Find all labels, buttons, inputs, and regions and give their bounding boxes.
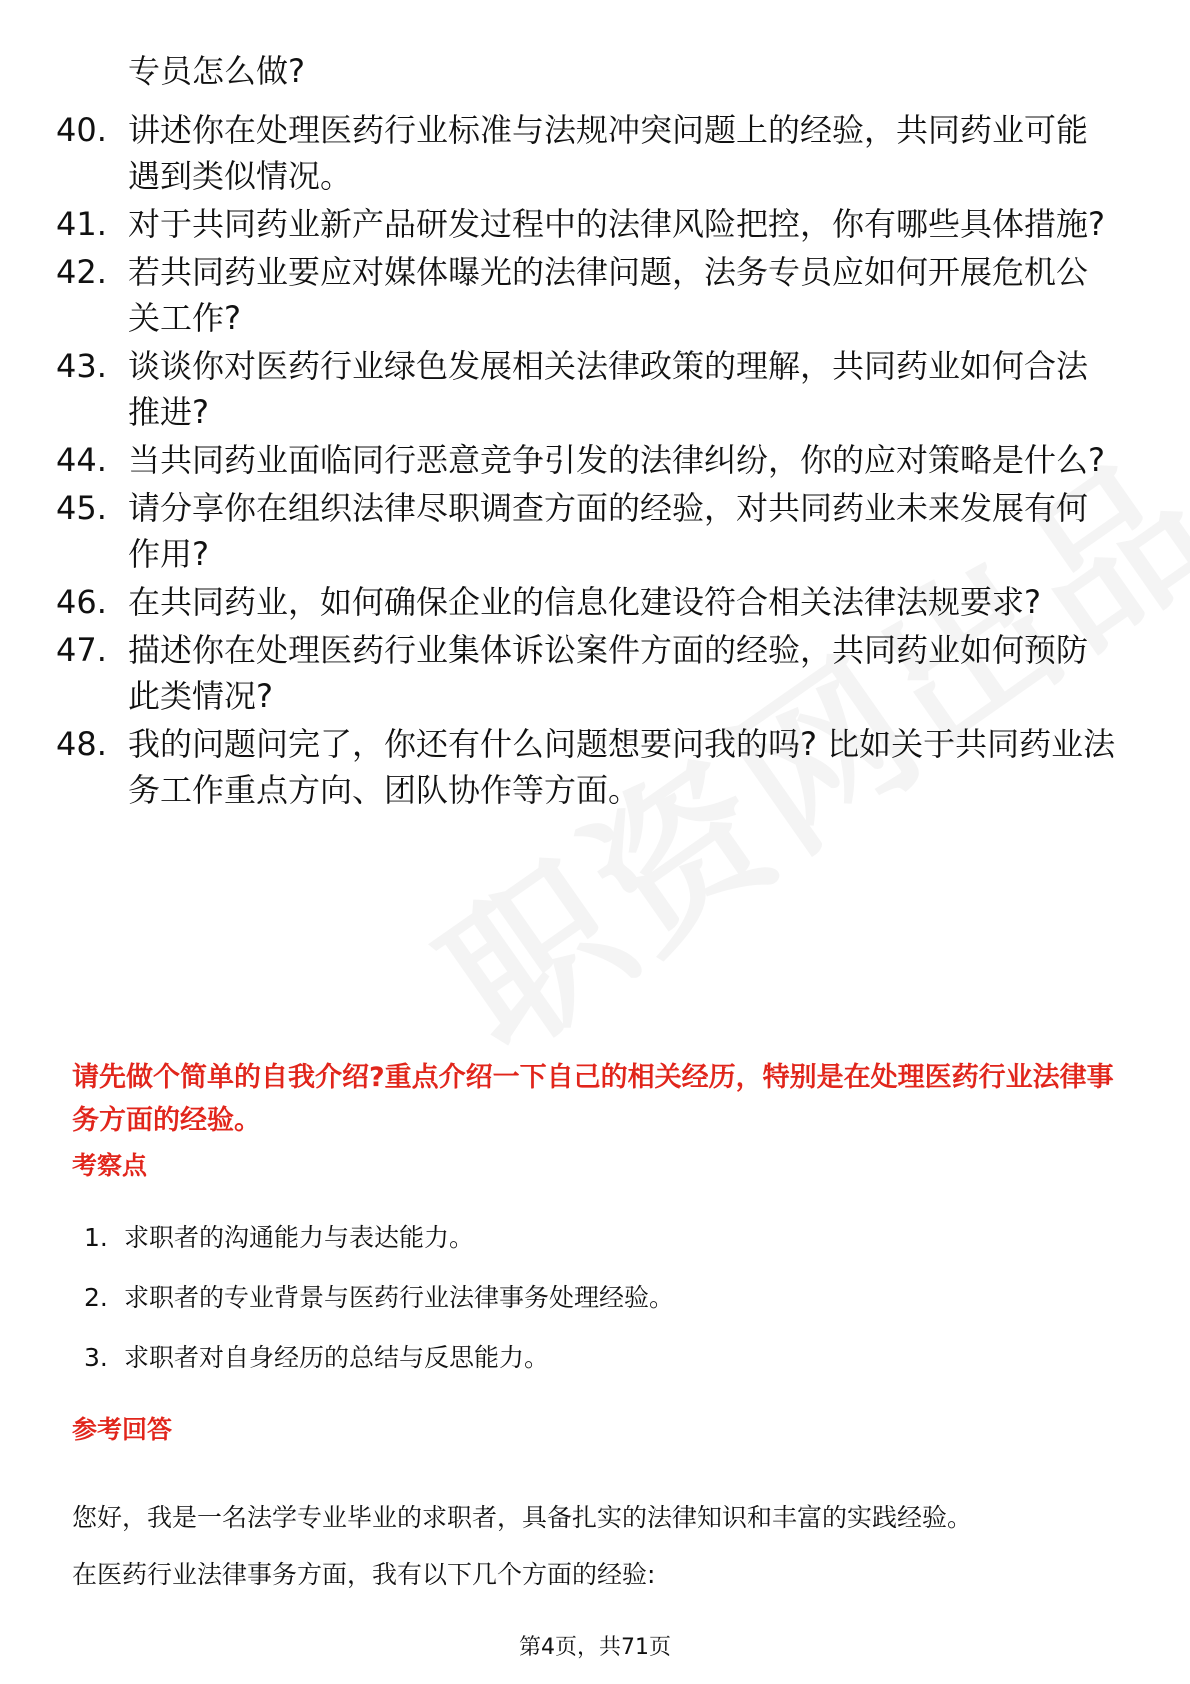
question-item (56, 579, 1116, 625)
highlight-question: 请先做个简单的自我介绍?重点介绍一下自己的相关经历，特别是在处理医药行业法律事务方面的经验。 (72, 1062, 1114, 1136)
answer-paragraph: 在医药行业法律事务方面，我有以下几个方面的经验: (72, 1560, 656, 1589)
question-number: 46. (56, 583, 107, 621)
question-number: 43. (56, 347, 107, 385)
question-text: 我的问题问完了，你还有什么问题想要问我的吗? 比如关于共同药业法务工作重点方向、团队协作等方面。 (128, 725, 1116, 809)
assessment-title: 考察点 (72, 1151, 148, 1180)
reference-title: 参考回答 (72, 1415, 173, 1444)
point-text: 求职者的专业背景与医药行业法律事务处理经验。 (124, 1283, 675, 1312)
question-text: 讲述你在处理医药行业标准与法规冲突问题上的经验，共同药业可能遇到类似情况。 (128, 111, 1089, 195)
question-text: 描述你在处理医药行业集体诉讼案件方面的经验，共同药业如何预防此类情况? (128, 631, 1089, 715)
question-item (56, 343, 1116, 435)
question-item (56, 627, 1116, 719)
question-text: 若共同药业要应对媒体曝光的法律问题，法务专员应如何开展危机公关工作? (128, 253, 1089, 337)
question-text: 在共同药业，如何确保企业的信息化建设符合相关法律法规要求? (128, 583, 1041, 621)
assessment-points (84, 1220, 1084, 1400)
question-item (56, 249, 1116, 341)
question-number: 42. (56, 253, 107, 291)
assessment-point (84, 1340, 1084, 1376)
page-footer: 第4页，共71页 (519, 1635, 671, 1660)
point-text: 求职者的沟通能力与表达能力。 (124, 1223, 475, 1252)
question-item (56, 201, 1116, 247)
question-text: 请分享你在组织法律尽职调查方面的经验，对共同药业未来发展有何作用? (128, 489, 1089, 573)
point-number: 3. (84, 1343, 108, 1372)
answer-paragraph: 您好，我是一名法学专业毕业的求职者，具备扎实的法律知识和丰富的实践经验。 (72, 1503, 973, 1532)
point-text: 求职者对自身经历的总结与反思能力。 (124, 1343, 550, 1372)
continued-question-text: 专员怎么做? (128, 52, 305, 90)
question-text: 谈谈你对医药行业绿色发展相关法律政策的理解，共同药业如何合法推进? (128, 347, 1089, 431)
question-text: 当共同药业面临同行恶意竞争引发的法律纠纷，你的应对策略是什么? (128, 441, 1105, 479)
question-list (56, 107, 1116, 815)
question-text: 对于共同药业新产品研发过程中的法律风险把控，你有哪些具体措施? (128, 205, 1105, 243)
question-number: 40. (56, 111, 107, 149)
question-item (56, 485, 1116, 577)
question-item (56, 721, 1116, 813)
question-number: 41. (56, 205, 107, 243)
assessment-point (84, 1220, 1084, 1256)
question-item (56, 107, 1116, 199)
assessment-point (84, 1280, 1084, 1316)
question-item (56, 437, 1116, 483)
point-number: 1. (84, 1223, 108, 1252)
question-number: 45. (56, 489, 107, 527)
question-number: 44. (56, 441, 107, 479)
point-number: 2. (84, 1283, 108, 1312)
question-number: 47. (56, 631, 107, 669)
question-number: 48. (56, 725, 107, 763)
